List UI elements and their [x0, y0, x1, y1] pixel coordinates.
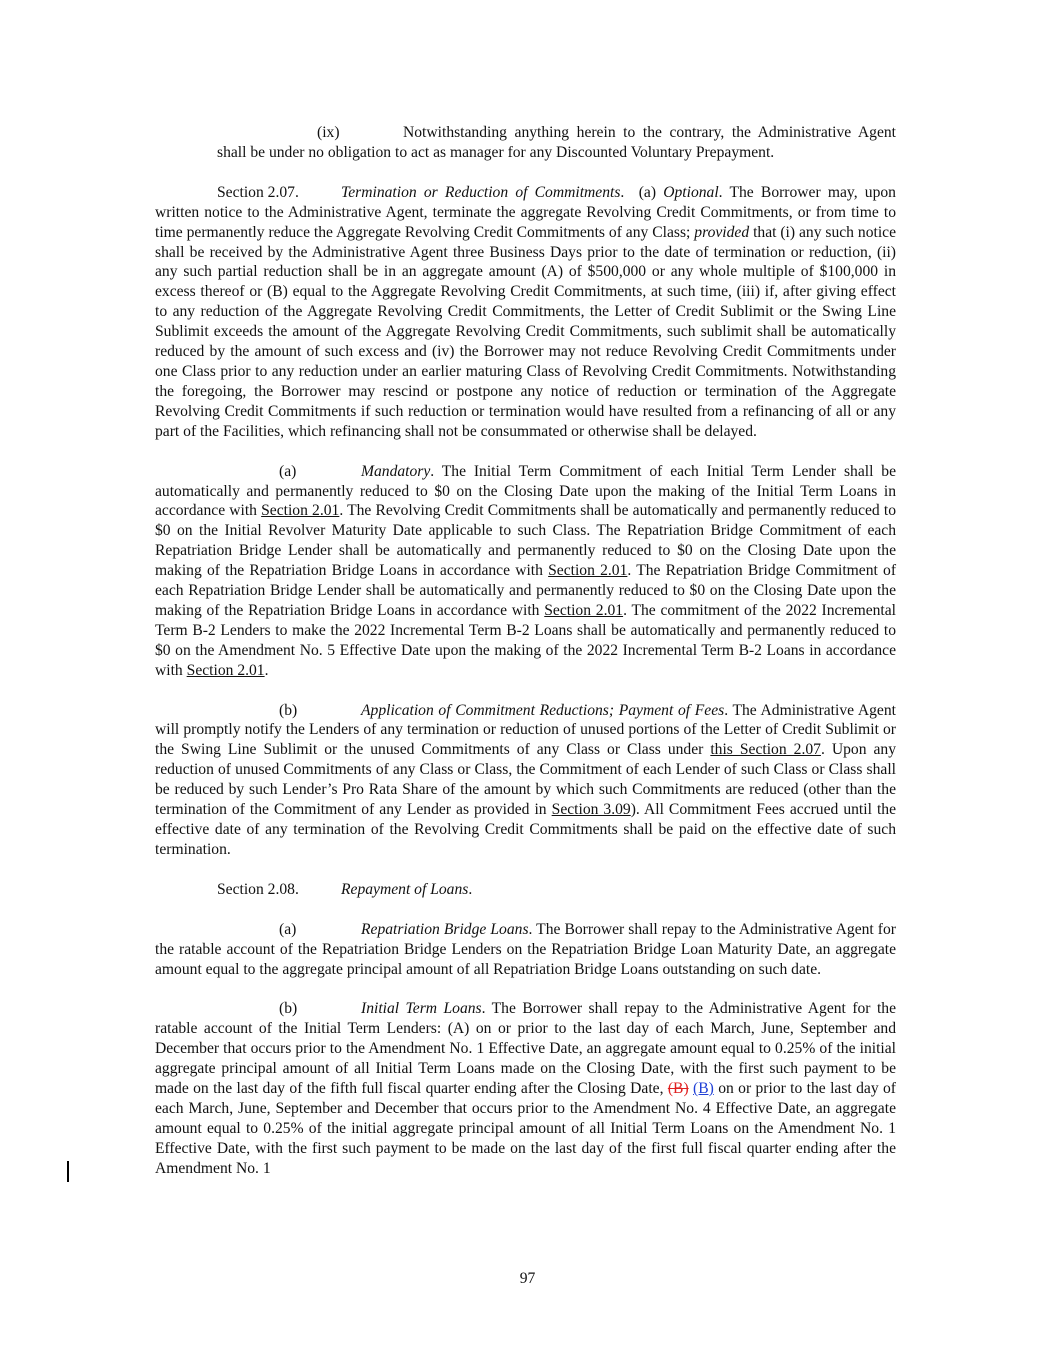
section-number: Section 2.08. — [217, 880, 299, 898]
paragraph-text: . The Borrower shall repay to the Administrative Agent for the ratable account of the Initial Term Lenders: (A) on or prior to the last day of each March, June, September and December that occurs prior to the Amendment No. 1 Effective Date, an aggregate amount equal to 0.25% of the initial aggregate principal amount of all Initial Term Loans made on the Closing Date, with the first such payment to be made on the last day of the fifth full fiscal quarter ending after the Closing Date, — [155, 1000, 896, 1098]
mandatory-paragraph — [155, 462, 896, 681]
section-title: Termination or Reduction of Commitments — [341, 183, 621, 201]
paragraph-text: on or prior to the last day of each March, June, September and December that occurs prior to the Amendment No. 4 Effective Date, an aggregate amount equal to 0.25% of the initial aggregate principal amount of all Initial Term Loans on the Amendment No. 1 Effective Date, with the first such payment to be made on the last day of the first full fiscal quarter ending after the Amendment No. 1 — [155, 1080, 896, 1177]
section-2-07-paragraph: Section 2.07. Termination or Reduction of Commitments. (a) Optional. The Borrower may, upon written notice to the Administrative Agent, terminate the aggregate Revolving Credit Commitments, or from time to time permanently reduce the Aggregate Revolving Credit Commitments of any Class; provided that (i) any such notice shall be received by the Administrative Agent three Business Days prior to the date of termination or reduction, (ii) any such partial reduction shall be in an aggregate amount (A) of $500,000 or any whole multiple of $100,000 in excess thereof or (B) equal to the Aggregate Revolving Credit Commitments, at such time, (iii) if, after giving effect to any reduction of the Aggregate Revolving Credit Commitments, the Letter of Credit Sublimit or the Swing Line Sublimit exceeds the amount of the Aggregate Revolving Credit Commitments, such sublimit shall be automatically reduced by the amount of such excess and (iv) the Borrower may not reduce Revolving Credit Commitments under one Class prior to any reduction under an earlier maturing Class of Revolving Credit Commitments. Notwithstanding the foregoing, the Borrower may rescind or postpone any notice of reduction or termination of the Aggregate Revolving Credit Commitments if such reduction or termination would have resulted from a refinancing of all or any part of the Facilities, which refinancing shall not be consummated or otherwise shall be delayed. — [155, 183, 896, 440]
clause-text: Notwithstanding anything herein to the contrary, the Administrative Agent shall be under no obligation to act as manager for any Discounted Voluntary Prepayment. — [217, 124, 896, 161]
subsection-title: Mandatory — [361, 462, 431, 480]
application-paragraph — [155, 701, 896, 860]
subsection-label: (a) — [279, 462, 297, 480]
section-2-08-heading — [155, 880, 896, 900]
document-body — [155, 123, 896, 1179]
paragraph-text: . The Borrower shall repay to the Administrative Agent for the ratable account of the Repatriation Bridge Lenders on the Repatriation Bridge Loan Maturity Date, an aggregate amount equal to the aggregate principal amount of all Repatriation Bridge Loans outstanding on such date. — [155, 920, 896, 978]
subsection-title: Initial Term Loans — [361, 1000, 482, 1018]
paragraph-text: . The Borrower may, upon written notice to the Administrative Agent, terminate the aggregate Revolving Credit Commitments, or from time to time permanently reduce the Aggregate Revolving Credit Commitments of any Class; — [155, 183, 896, 241]
section-reference: Section 2.01 — [261, 502, 340, 520]
subsection-label: (b) — [279, 1000, 298, 1018]
clause-label: (ix) — [317, 124, 340, 141]
deleted-text: (B) — [667, 1080, 689, 1098]
subsection-label: (b) — [279, 701, 298, 719]
paragraph-text: . The Administrative Agent will promptly notify the Lenders of any termination or reduction of unused portions of the Letter of Credit Sublimit or the Swing Line Sublimit or the unused Commitments of any Class or Class under — [155, 701, 896, 759]
section-title: Repayment of Loans — [341, 880, 469, 898]
paragraph-text: ). All Commitment Fees accrued until the effective date of any termination of the Revolving Credit Commitments shall be paid on the effective date of such termination. — [155, 801, 897, 858]
section-reference: Section 3.09 — [551, 801, 631, 819]
initial-term-paragraph — [155, 999, 896, 1178]
paragraph-text: . The Revolving Credit Commitments shall be automatically and permanently reduced to $0 on the Initial Revolver Maturity Date applicable to such Class. The Repatriation Bridge Commitment of each Repatriation Bridge Lender shall be automatically and permanently reduced to $0 on the Closing Date upon the making of the Repatriation Bridge Loans in accordance with — [155, 502, 896, 580]
paragraph-text: . The commitment of the 2022 Incremental Term B-2 Lenders to make the 2022 Incremental Term B-2 Loans shall be automatically and permanently reduced to $0 on the Amendment No. 5 Effective Date upon the making of the 2022 Incremental Term B-2 Loans in accordance with — [155, 601, 896, 679]
paragraph-text: that (i) any such notice shall be received by the Administrative Agent three Business Days prior to the date of termination or reduction, (ii) any such partial reduction shall be in an aggregate amount (A) of $500,000 or any whole multiple of $100,000 in excess thereof or (B) equal to the Aggregate Revolving Credit Commitments, at such time, (iii) if, after giving effect to any reduction of the Aggregate Revolving Credit Commitments, the Letter of Credit Sublimit or the Swing Line Sublimit exceeds the amount of the Aggregate Revolving Credit Commitments, such sublimit shall be automatically reduced by the amount of such excess and (iv) the Borrower may not reduce Revolving Credit Commitments under one Class prior to any reduction under an earlier maturing Class of Revolving Credit Commitments. Notwithstanding the foregoing, the Borrower may rescind or postpone any notice of reduction or termination of the Aggregate Revolving Credit Commitments if such reduction or termination would have resulted from a refinancing of all or any part of the Facilities, which refinancing shall not be consummated or otherwise shall be delayed. — [155, 223, 896, 440]
subsection-label: (a) — [279, 920, 297, 938]
paragraph-text: . Upon any reduction of unused Commitments of any Class or Class, the Commitment of each Lender of such Class or Class shall be reduced by such Lender’s Pro Rata Share of the amount by which such Commitments are reduced (other than the termination of the Commitment of any Lender as provided in — [155, 741, 896, 819]
provided-term: provided — [694, 223, 750, 241]
section-reference: Section 2.01 — [548, 562, 628, 580]
inserted-text: (B) — [693, 1080, 714, 1098]
paragraph-text: . — [264, 661, 269, 679]
section-title-period: . — [468, 880, 473, 898]
section-number: Section 2.07. — [217, 183, 299, 201]
subsection-title: Optional — [663, 183, 719, 201]
subsection-title: Application of Commitment Reductions; Payment of Fees — [361, 701, 725, 719]
subsection-label: (a) — [638, 183, 657, 201]
paragraph-ix — [217, 123, 896, 163]
paragraph-text: . The Repatriation Bridge Commitment of each Repatriation Bridge Lender shall be automatically and permanently reduced to $0 on the Closing Date upon the making of the Repatriation Bridge Loans in accordance with — [155, 562, 897, 619]
paragraph-text: . The Initial Term Commitment of each Initial Term Lender shall be automatically and permanently reduced to $0 on the Closing Date upon the making of the Initial Term Loans in accordance with — [155, 462, 896, 520]
page-number: 97 — [519, 1270, 536, 1287]
section-reference: this Section 2.07 — [710, 741, 821, 759]
subsection-title: Repatriation Bridge Loans — [361, 920, 529, 938]
repatriation-paragraph — [155, 920, 896, 980]
section-reference: Section 2.01 — [186, 661, 265, 679]
section-reference: Section 2.01 — [544, 601, 624, 619]
revision-change-bar — [67, 1161, 69, 1182]
